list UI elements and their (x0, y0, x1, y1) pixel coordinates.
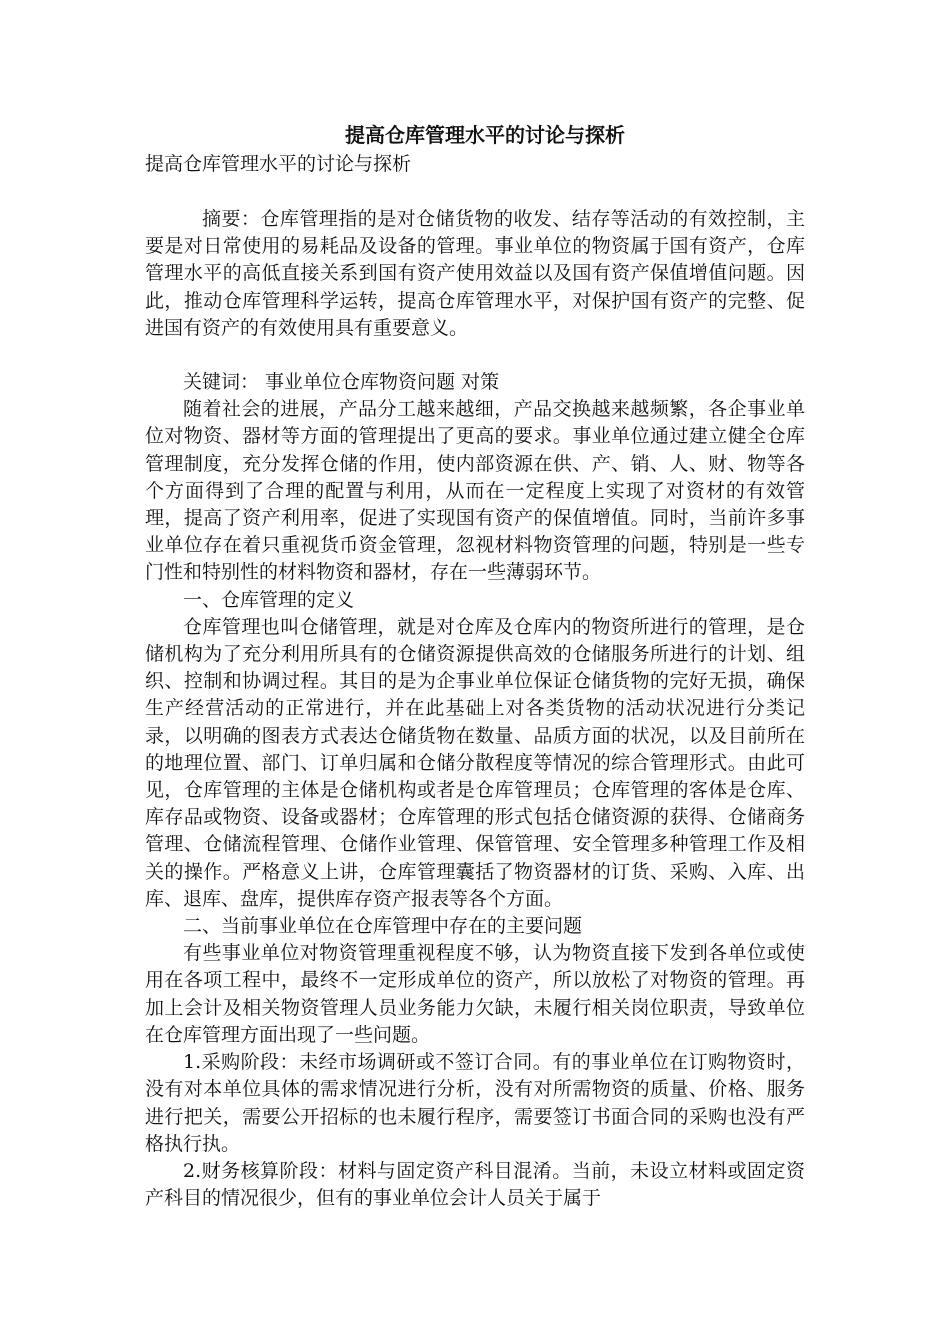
section-2-paragraph: 有些事业单位对物资管理重视程度不够，认为物资直接下发到各单位或使用在各项工程中，最终不一定形成单位的资产，所以放松了对物资的管理。再加上会计及相关物资管理人员业务能力欠缺，未履行相关岗位职责，导致单位在仓库管理方面出现了一些问题。 (145, 942, 805, 1046)
document-body (145, 120, 805, 1212)
document-subtitle: 提高仓库管理水平的讨论与探析 (145, 153, 412, 175)
list-item-accounting: 2.财务核算阶段：材料与固定资产科目混淆。当前，未设立材料或固定资产科目的情况很少，但有的事业单位会计人员关于属于 (145, 1159, 805, 1210)
abstract-paragraph: 摘要：仓库管理指的是对仓储货物的收发、结存等活动的有效控制，主要是对日常使用的易耗品及设备的管理。事业单位的物资属于国有资产，仓库管理水平的高低直接关系到国有资产使用效益以及国有资产保值增值问题。因此，推动仓库管理科学运转，提高仓库管理水平，对保护国有资产的完整、促进国有资产的有效使用具有重要意义。 (145, 208, 805, 339)
document-title: 提高仓库管理水平的讨论与探析 (345, 123, 625, 147)
section-1-paragraph: 仓库管理也叫仓储管理，就是对仓库及仓库内的物资所进行的管理，是仓储机构为了充分利用所具有的仓储资源提供高效的仓储服务所进行的计划、组织、控制和协调过程。其目的是为企事业单位保证仓储货物的完好无损，确保生产经营活动的正常进行，并在此基础上对各类货物的活动状况进行分类记录，以明确的图表方式表达仓储货物在数量、品质方面的状况，以及目前所在的地理位置、部门、订单归属和仓储分散程度等情况的综合管理形式。由此可见，仓库管理的主体是仓储机构或者是仓库管理员；仓库管理的客体是仓库、库存品或物资、设备或器材；仓库管理的形式包括仓储资源的获得、仓储商务管理、仓储流程管理、仓储作业管理、保管管理、安全管理多种管理工作及相关的操作。严格意义上讲，仓库管理囊括了物资器材的订货、采购、入库、出库、退库、盘库，提供库存资产报表等各个方面。 (145, 615, 805, 910)
section-2-heading: 二、当前事业单位在仓库管理中存在的主要问题 (183, 915, 583, 938)
list-item-procurement: 1.采购阶段：未经市场调研或不签订合同。有的事业单位在订购物资时，没有对本单位具体的需求情况进行分析，没有对所需物资的质量、价格、服务进行把关，需要公开招标的也未履行程序，需要签订书面合同的采购也没有严格执行执。 (145, 1051, 805, 1155)
keywords-line: 关键词： 事业单位仓库物资问题 对策 (183, 371, 500, 394)
intro-paragraph: 随着社会的进展，产品分工越来越细，产品交换越来越频繁，各企事业单位对物资、器材等方面的管理提出了更高的要求。事业单位通过建立健全仓库管理制度，充分发挥仓储的作用，使内部资源在供、产、销、人、财、物等各个方面得到了合理的配置与利用，从而在一定程度上实现了对资材的有效管理，提高了资产利用率，促进了实现国有资产的保值增值。同时，当前许多事业单位存在着只重视货币资金管理，忽视材料物资管理的问题，特别是一些专门性和特别性的材料物资和器材，存在一些薄弱环节。 (145, 398, 805, 584)
section-1-heading: 一、仓库管理的定义 (183, 588, 355, 611)
